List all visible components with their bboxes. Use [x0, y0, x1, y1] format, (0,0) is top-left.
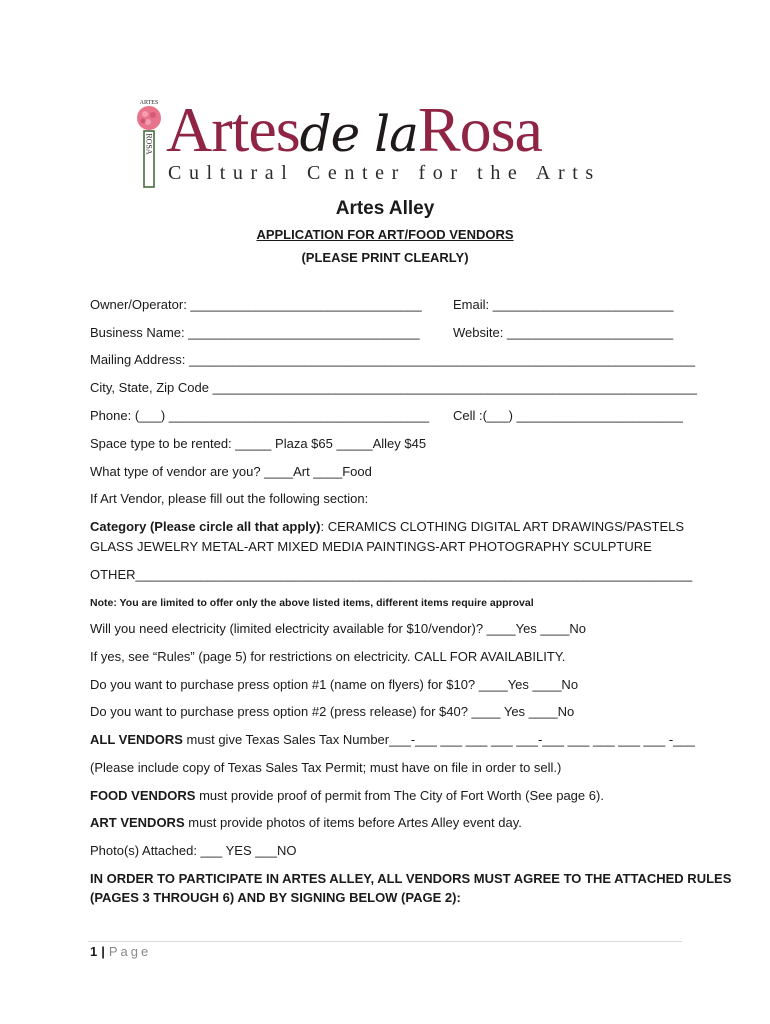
logo-title-de-la: de la	[299, 105, 418, 163]
sales-tax-note: (Please include copy of Texas Sales Tax Permit; must have on file in order to sell.)	[90, 760, 562, 775]
print-instruction: (PLEASE PRINT CLEARLY)	[301, 250, 469, 265]
food-vendors-requirement	[90, 788, 604, 804]
rose-emblem-icon	[134, 96, 164, 192]
page-label: Page	[108, 944, 152, 959]
vendor-type-field[interactable]: What type of vendor are you? ____Art ____Food	[90, 464, 372, 479]
sales-tax-text[interactable]: must give Texas Sales Tax Number___-___ ___ ___ ___ ___-___ ___ ___ ___ ___ -___	[182, 732, 695, 747]
business-name-field[interactable]: Business Name: ________________________________	[90, 325, 420, 340]
sales-tax-field[interactable]	[90, 732, 695, 748]
footer-separator: |	[101, 944, 105, 959]
footer-divider	[88, 941, 682, 942]
press-option-2-question[interactable]: Do you want to purchase press option #2 (press release) for $40? ____ Yes ____No	[90, 704, 575, 719]
page-footer	[90, 944, 151, 959]
category-line-1[interactable]	[90, 519, 684, 535]
art-vendor-intro: If Art Vendor, please fill out the following section:	[90, 491, 369, 506]
phone-field[interactable]: Phone: (___) ____________________________________	[90, 408, 430, 423]
website-field[interactable]: Website: _______________________	[453, 325, 674, 340]
art-vendors-text: must provide photos of items before Artes Alley event day.	[184, 815, 522, 830]
category-options-2[interactable]: GLASS JEWELRY METAL-ART MIXED MEDIA PAINTINGS-ART PHOTOGRAPHY SCULPTURE	[90, 539, 652, 554]
page-title: Artes Alley	[335, 198, 435, 219]
food-vendors-label: FOOD VENDORS	[90, 788, 196, 803]
city-state-zip-field[interactable]: City, State, Zip Code ___________________________________________________________________	[90, 380, 697, 395]
agreement-line-2: (PAGES 3 THROUGH 6) AND BY SIGNING BELOW (PAGE 2):	[90, 890, 461, 905]
category-options-1[interactable]: : CERAMICS CLOTHING DIGITAL ART DRAWINGS/PASTELS	[320, 519, 685, 534]
art-vendors-requirement	[90, 815, 522, 831]
emblem-vertical-text: ROSA	[144, 133, 154, 155]
application-subtitle: APPLICATION FOR ART/FOOD VENDORS	[256, 227, 514, 242]
cell-field[interactable]: Cell :(___) _______________________	[453, 408, 683, 423]
logo-title	[166, 94, 542, 166]
other-category-field[interactable]: OTHER_____________________________________________________________________________	[90, 567, 693, 582]
logo-title-rosa: Rosa	[417, 94, 542, 165]
approval-note: Note: You are limited to offer only the above listed items, different items require approval	[90, 597, 534, 609]
food-vendors-text: must provide proof of permit from The City of Fort Worth (See page 6).	[195, 788, 604, 803]
mailing-address-field[interactable]: Mailing Address: ______________________________________________________________________	[90, 352, 696, 367]
space-type-field[interactable]: Space type to be rented: _____ Plaza $65 _____Alley $45	[90, 436, 427, 451]
category-label: Category (Please circle all that apply)	[90, 519, 321, 534]
logo-title-artes: Artes	[166, 94, 300, 165]
electricity-rules-note: If yes, see “Rules” (page 5) for restrictions on electricity. CALL FOR AVAILABILITY.	[90, 649, 566, 664]
owner-operator-field[interactable]: Owner/Operator: ________________________________	[90, 297, 422, 312]
electricity-question[interactable]: Will you need electricity (limited electricity available for $10/vendor)? ____Yes ____No	[90, 621, 586, 636]
art-vendors-label: ART VENDORS	[90, 815, 185, 830]
all-vendors-label: ALL VENDORS	[90, 732, 183, 747]
press-option-1-question[interactable]: Do you want to purchase press option #1 (name on flyers) for $10? ____Yes ____No	[90, 677, 579, 692]
logo-subtitle: Cultural Center for the Arts	[168, 162, 601, 184]
page-number: 1	[90, 944, 98, 959]
emblem-top-text: ARTES	[139, 100, 159, 106]
agreement-line-1: IN ORDER TO PARTICIPATE IN ARTES ALLEY, ALL VENDORS MUST AGREE TO THE ATTACHED RULES	[90, 871, 732, 886]
photos-attached-field[interactable]: Photo(s) Attached: ___ YES ___NO	[90, 843, 297, 858]
email-field[interactable]: Email: _________________________	[453, 297, 674, 312]
artes-de-la-rosa-logo	[128, 96, 648, 192]
